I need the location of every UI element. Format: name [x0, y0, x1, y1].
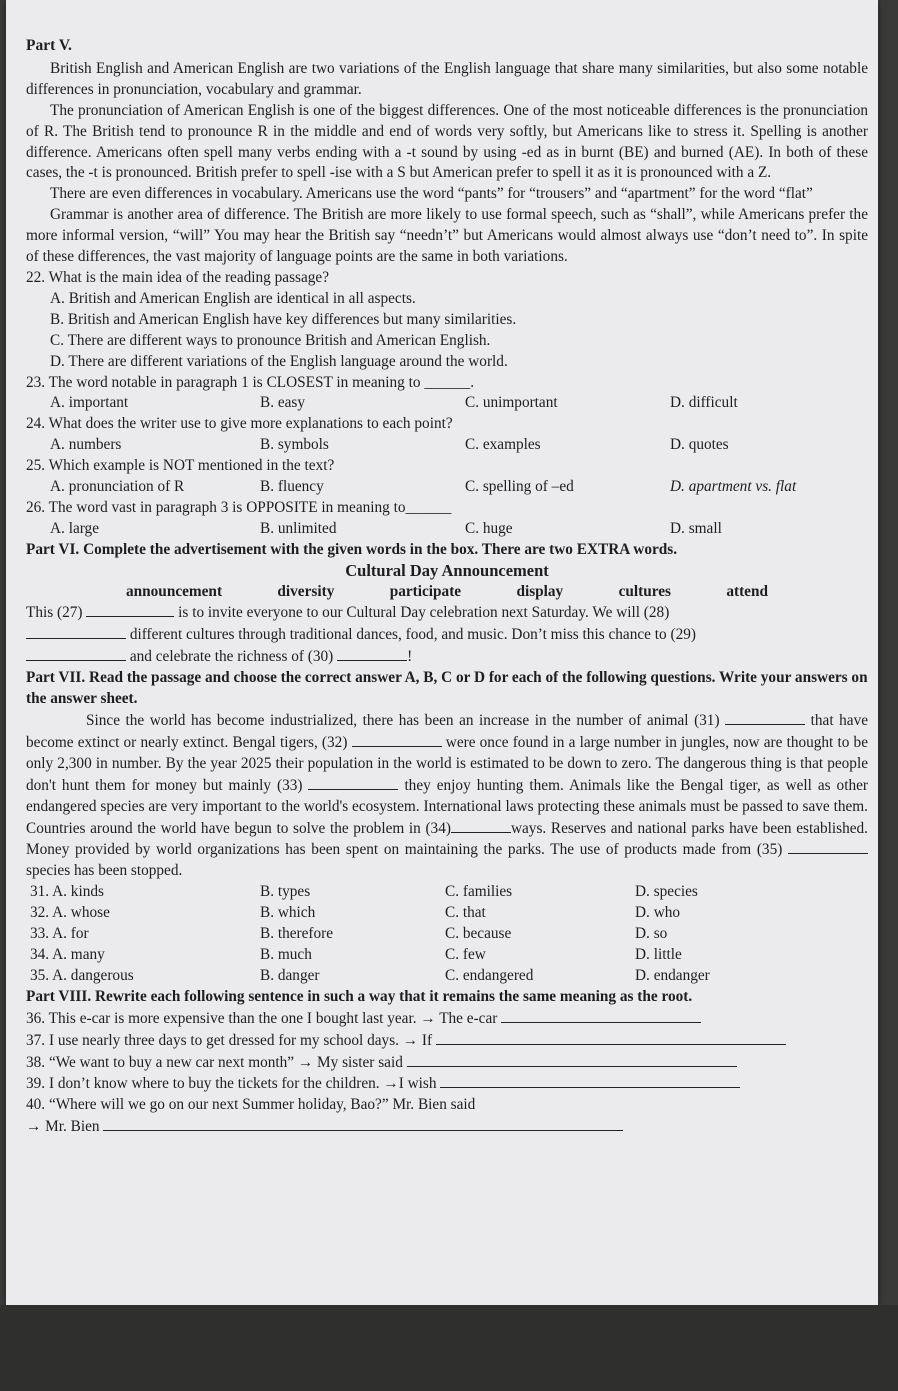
option: C. because	[445, 925, 512, 943]
option: 34. A. many	[30, 945, 105, 963]
option: C. families	[445, 883, 513, 901]
option: C. few	[445, 945, 486, 963]
rewrite-prompt: 38. “We want to buy a new car next month” → My sister said	[26, 1053, 403, 1071]
word-box	[26, 582, 868, 603]
option: D. quotes	[670, 436, 729, 454]
question-stem: 26. The word vast in paragraph 3 is OPPOSITE in meaning to______	[26, 498, 452, 516]
option: C. examples	[465, 436, 541, 454]
option: A. British and American English are identical in all aspects.	[50, 289, 416, 307]
cloze-text: species has been stopped.	[26, 862, 183, 880]
blank-33[interactable]	[308, 775, 398, 790]
option: 31. A. kinds	[30, 883, 104, 901]
part5-paragraph-3: There are even differences in vocabulary. Americans use the word “pants” for “trousers” and “apartment” for the word “flat”	[50, 185, 813, 203]
word-box-item: attend	[726, 582, 768, 600]
option: B. danger	[260, 966, 320, 984]
advert-text: This (27)	[26, 604, 83, 622]
option: B. much	[260, 945, 312, 963]
part5-paragraph-4: Grammar is another area of difference. The British are more likely to use formal speech, such as “shall”, while Americans prefer the more informal version, “will” You may hear the British say “needn’t” but Americans would almost always use “don’t need to”. In spite of these differences, the vast majority of language points are the same in both variations.	[26, 206, 868, 266]
word-box-item: participate	[389, 582, 462, 600]
advert-line-2	[26, 624, 868, 646]
option: 35. A. dangerous	[30, 966, 134, 984]
advert-text: and celebrate the richness of (30)	[129, 648, 334, 666]
rewrite-prompt: 39. I don’t know where to buy the tickets for the children. →I wish	[26, 1075, 437, 1093]
advert-text: is to invite everyone to our Cultural Day celebration next Saturday. We will (28)	[178, 604, 670, 622]
rewrite-prompt: → Mr. Bien	[26, 1118, 100, 1136]
option: B. symbols	[260, 436, 329, 454]
question-23	[26, 373, 868, 415]
option: C. that	[445, 904, 486, 922]
worksheet-content	[26, 36, 868, 1138]
cloze-text: they enjoy hunting them. Animals like the Bengal tiger, as well as other endangered species are very important to the world's ecosystem. International laws protecting these animals must be passed to save them. Countries around the world have begun to solve the problem in (34)	[26, 776, 868, 837]
word-box-item: display	[516, 582, 564, 600]
option: C. spelling of –ed	[465, 478, 574, 496]
answer-line[interactable]	[440, 1073, 740, 1088]
blank-27[interactable]	[86, 602, 174, 617]
question-stem: 22. What is the main idea of the reading passage?	[26, 268, 330, 286]
answer-row-32	[26, 903, 868, 924]
blank-29[interactable]	[26, 646, 126, 661]
announcement-heading: Cultural Day Announcement	[345, 560, 549, 580]
question-stem: 25. Which example is NOT mentioned in the text?	[26, 457, 335, 475]
option: D. little	[635, 945, 682, 963]
rewrite-prompt: 40. “Where will we go on our next Summer holiday, Bao?” Mr. Bien said	[26, 1096, 476, 1114]
option: D. There are different variations of the English language around the world.	[50, 352, 508, 370]
advert-line-3	[26, 646, 868, 668]
answer-row-31	[26, 882, 868, 903]
option: B. which	[260, 904, 316, 922]
option: B. British and American English have key differences but many similarities.	[50, 310, 517, 328]
answer-row-35	[26, 966, 868, 987]
option: D. so	[635, 925, 668, 943]
option: B. therefore	[260, 925, 334, 943]
paper-sheet	[6, 0, 878, 1305]
option: D. small	[670, 519, 722, 537]
rewrite-40	[26, 1095, 868, 1116]
answer-line[interactable]	[436, 1030, 786, 1045]
blank-34[interactable]	[451, 818, 511, 833]
rewrite-40-answer	[26, 1116, 868, 1138]
option: C. huge	[465, 519, 513, 537]
word-box-item: diversity	[277, 582, 335, 600]
question-25	[26, 456, 868, 498]
option: D. difficult	[670, 394, 738, 412]
option: A. pronunciation of R	[50, 478, 185, 496]
rewrite-36	[26, 1008, 868, 1030]
part5-paragraph-2: The pronunciation of American English is one of the biggest differences. One of the most noticeable differences is the pronunciation of R. The British tend to pronounce R in the middle and end of words very softly, but Americans like to stress it. Spelling is another difference. Americans often spell many verbs ending with a -t sound by using -ed as in burnt (BE) and burned (AE). In both of these cases, the -t is pronounced. British prefer to spell -ise with a S but American prefer to spell it as it is pronounced with a Z.	[26, 101, 868, 182]
part8-title: Part VIII. Rewrite each following sentence in such a way that it remains the same meaning as the root.	[26, 987, 693, 1005]
cloze-text: ways. Reserves and national parks have been established. Money provided by world organizations has been spent on maintaining the parks. The use of products made from (35)	[26, 819, 868, 859]
advert-text: !	[407, 648, 413, 666]
blank-31[interactable]	[725, 710, 805, 725]
option: B. fluency	[260, 478, 324, 496]
rewrite-prompt: 36. This e-car is more expensive than the one I bought last year. → The e-car	[26, 1009, 498, 1027]
cloze-text: that have become extinct or nearly extinct. Bengal tigers, (32)	[26, 712, 869, 751]
option: B. types	[260, 883, 311, 901]
option: D. endanger	[635, 966, 710, 984]
question-24	[26, 414, 868, 456]
part7-title: Part VII. Read the passage and choose the correct answer A, B, C or D for each of the following questions. Write your answers on the answer sheet.	[26, 669, 868, 708]
option: B. easy	[260, 394, 306, 412]
cloze-text: Since the world has become industrialized, there has been an increase in the number of animal (31)	[86, 712, 720, 729]
rewrite-38	[26, 1052, 868, 1074]
question-26	[26, 498, 868, 540]
rewrite-prompt: 37. I use nearly three days to get dressed for my school days. → If	[26, 1031, 433, 1049]
option: D. species	[635, 883, 698, 901]
option: B. unlimited	[260, 519, 337, 537]
option: C. endangered	[445, 966, 534, 984]
question-stem: 24. What does the writer use to give more explanations to each point?	[26, 415, 453, 433]
question-22	[26, 268, 868, 373]
answer-line[interactable]	[501, 1008, 701, 1023]
option: A. important	[50, 394, 129, 412]
question-stem: 23. The word notable in paragraph 1 is CLOSEST in meaning to ______.	[26, 373, 475, 391]
advert-text: different cultures through traditional dances, food, and music. Don’t miss this chance to (29)	[129, 626, 696, 644]
rewrite-37	[26, 1030, 868, 1052]
answer-options-31-35	[26, 882, 868, 987]
part5-title: Part V.	[26, 37, 72, 54]
part6-title: Part VI. Complete the advertisement with the given words in the box. There are two EXTRA words.	[26, 540, 678, 558]
answer-line[interactable]	[103, 1116, 623, 1131]
answer-row-34	[26, 945, 868, 966]
rewrite-39	[26, 1073, 868, 1095]
word-box-item: announcement	[126, 582, 223, 600]
option: 32. A. whose	[30, 904, 110, 922]
answer-line[interactable]	[407, 1052, 737, 1067]
blank-28[interactable]	[26, 624, 126, 639]
option: A. numbers	[50, 436, 122, 454]
part5-paragraph-1: British English and American English are two variations of the English language that share many similarities, but also some notable differences in pronunciation, vocabulary and grammar.	[26, 59, 868, 98]
blank-35[interactable]	[788, 839, 868, 854]
option: D. who	[635, 904, 681, 922]
option: D. apartment vs. flat	[670, 478, 797, 496]
cloze-passage	[26, 710, 868, 882]
cloze-text: were once found in a large number in jungles, now are thought to be only 2,300 in number. By the year 2025 their population in the world is estimated to be down to zero. The dangerous thing is that people don't hunt them for money but mainly (33)	[26, 733, 868, 794]
background-surface	[0, 1305, 898, 1391]
word-box-item: cultures	[618, 582, 671, 600]
option: 33. A. for	[30, 925, 89, 943]
option: C. unimportant	[465, 394, 558, 412]
blank-30[interactable]	[337, 646, 407, 661]
answer-row-33	[26, 924, 868, 945]
advert-line-1	[26, 602, 868, 624]
option: A. large	[50, 519, 99, 537]
option: C. There are different ways to pronounce British and American English.	[50, 331, 491, 349]
blank-32[interactable]	[352, 732, 442, 747]
